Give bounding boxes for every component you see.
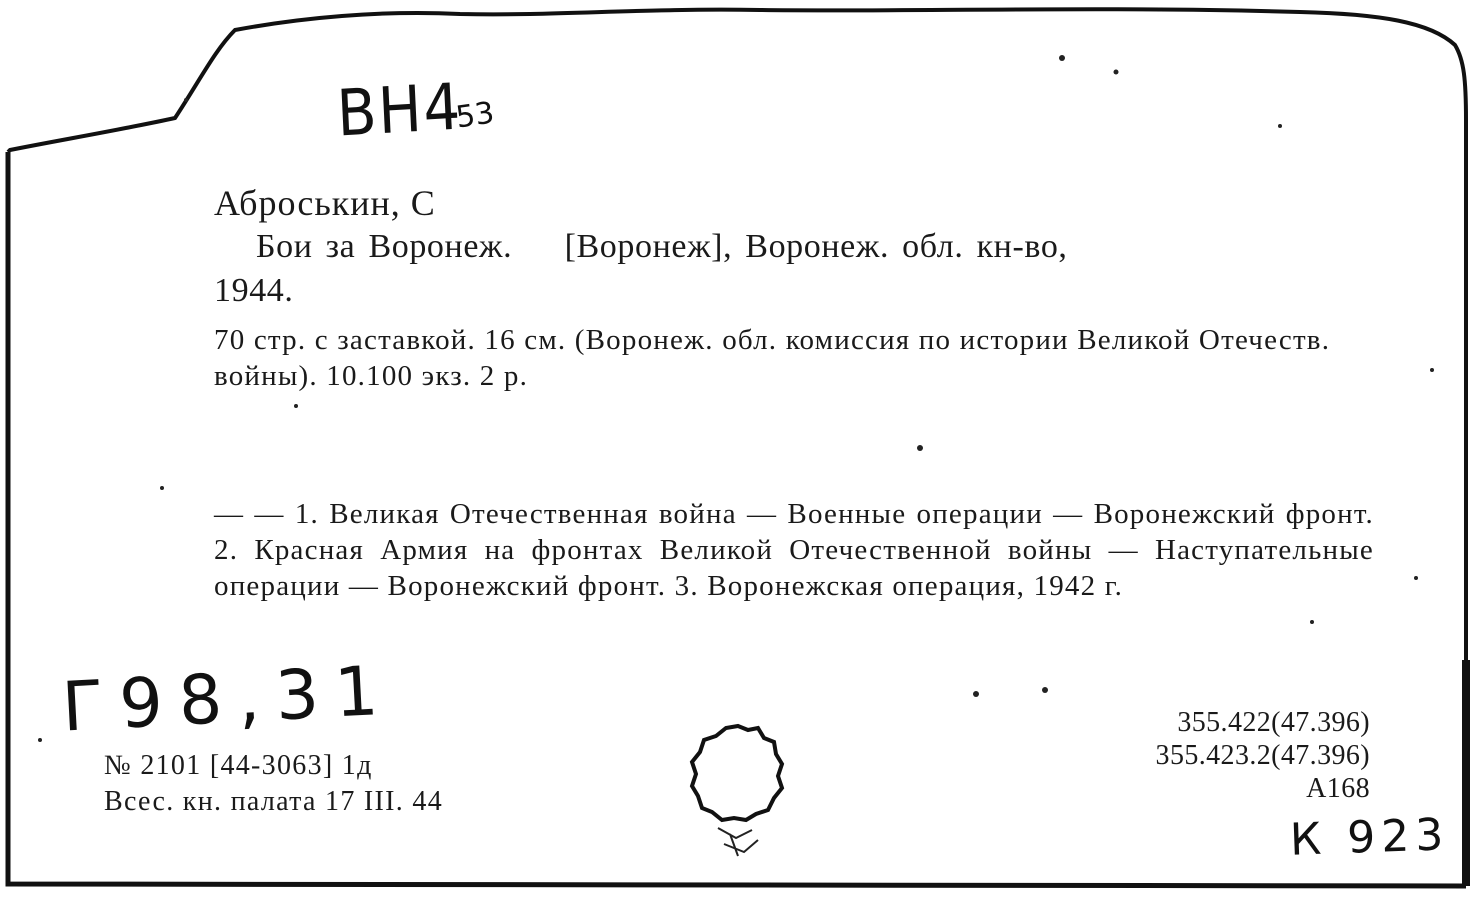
handwritten-class-number: Г98,31 [60,651,396,748]
record-info [104,748,443,820]
record-chamber-date: Всес. кн. палата 17 III. 44 [104,786,443,817]
author-heading: Аброськин, С [214,183,436,223]
imprint-year: 1944. [214,272,294,309]
record-number: № 2101 [44-3063] 1д [104,750,373,781]
handwritten-inventory-number: К 923 [1289,809,1451,866]
udc-line-2: 355.423.2(47.396) [1155,740,1370,771]
subject-headings [214,496,1374,604]
udc-classification [1100,706,1370,805]
title-and-imprint: Бои за Воронеж. [Воронеж], Воронеж. обл. кн-во, [256,228,1068,265]
subject-headings-text: — — 1. Великая Отечественная война — Военные операции — Воронежский фронт. 2. Красная Армия на фронтах Великой Отечественной войны — Наступательные операции — Воронежский фронт. 3. Воронежская операция, 1942 г. [214,498,1374,602]
handwritten-shelfmark: ВН4 [335,70,464,152]
physical-description: 70 стр. с заставкой. 16 см. (Воронеж. обл. комиссия по истории Великой Отечеств. войны). 10.100 экз. 2 р. [214,324,1331,392]
handwritten-shelfmark-subscript: 53 [453,95,497,136]
author-mark: А168 [1306,773,1370,804]
stamp-seal-icon [688,720,788,860]
udc-line-1: 355.422(47.396) [1177,707,1370,738]
